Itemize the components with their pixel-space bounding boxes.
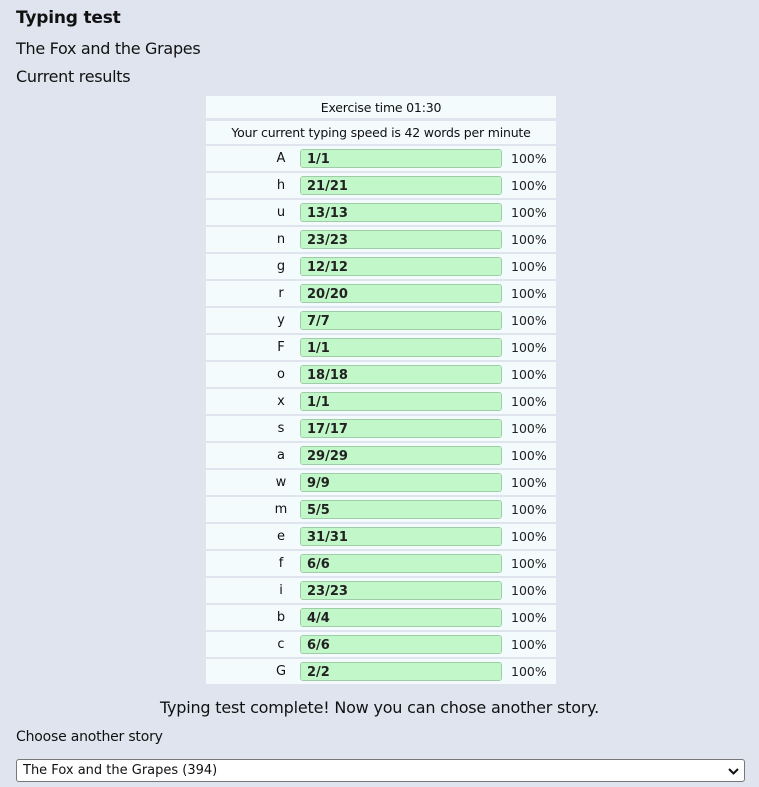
char-percent: 100% — [511, 178, 547, 193]
character-results-list — [206, 146, 556, 684]
completion-message: Typing test complete! Now you can chose another story. — [159, 698, 600, 717]
accuracy-bar — [300, 635, 502, 654]
char-result-row — [206, 281, 556, 306]
char-score: 29/29 — [307, 449, 348, 464]
accuracy-bar — [300, 392, 502, 411]
char-result-row — [206, 632, 556, 657]
accuracy-bar-fill — [301, 312, 501, 329]
char-label: x — [277, 394, 285, 409]
char-result-row — [206, 227, 556, 252]
char-result-row — [206, 524, 556, 549]
char-score: 1/1 — [307, 395, 330, 410]
char-result-row — [206, 551, 556, 576]
accuracy-bar — [300, 473, 502, 492]
char-label: m — [274, 502, 288, 517]
char-result-row — [206, 146, 556, 171]
char-percent: 100% — [511, 421, 547, 436]
char-score: 18/18 — [307, 368, 348, 383]
char-label: s — [277, 421, 285, 436]
accuracy-bar-fill — [301, 609, 501, 626]
typing-speed: Your current typing speed is 42 words per minute — [206, 121, 556, 144]
char-score: 13/13 — [307, 206, 348, 221]
char-percent: 100% — [511, 232, 547, 247]
char-label: u — [276, 205, 286, 220]
char-percent: 100% — [511, 367, 547, 382]
accuracy-bar-fill — [301, 474, 501, 491]
char-percent: 100% — [511, 583, 547, 598]
char-score: 1/1 — [307, 341, 330, 356]
char-score: 9/9 — [307, 476, 330, 491]
char-score: 31/31 — [307, 530, 348, 545]
char-score: 23/23 — [307, 584, 348, 599]
char-result-row — [206, 254, 556, 279]
accuracy-bar-fill — [301, 501, 501, 518]
accuracy-bar — [300, 338, 502, 357]
char-percent: 100% — [511, 151, 547, 166]
accuracy-bar — [300, 257, 502, 276]
char-label: f — [278, 556, 284, 571]
char-label: r — [278, 286, 284, 301]
accuracy-bar-fill — [301, 636, 501, 653]
accuracy-bar — [300, 365, 502, 384]
char-percent: 100% — [511, 286, 547, 301]
results-table — [206, 96, 556, 686]
char-label: c — [277, 637, 285, 652]
accuracy-bar — [300, 230, 502, 249]
char-score: 21/21 — [307, 179, 348, 194]
char-label: o — [277, 367, 285, 382]
story-select-value: The Fox and the Grapes (394) — [23, 763, 218, 778]
story-title: The Fox and the Grapes — [16, 39, 201, 58]
accuracy-bar — [300, 419, 502, 438]
accuracy-bar — [300, 608, 502, 627]
accuracy-bar — [300, 581, 502, 600]
char-label: h — [276, 178, 286, 193]
char-result-row — [206, 659, 556, 684]
accuracy-bar — [300, 662, 502, 681]
accuracy-bar — [300, 149, 502, 168]
char-score: 17/17 — [307, 422, 348, 437]
accuracy-bar-fill — [301, 555, 501, 572]
char-result-row — [206, 578, 556, 603]
char-result-row — [206, 173, 556, 198]
results-heading: Current results — [16, 67, 131, 86]
char-score: 1/1 — [307, 152, 330, 167]
char-percent: 100% — [511, 556, 547, 571]
char-result-row — [206, 362, 556, 387]
accuracy-bar — [300, 500, 502, 519]
char-percent: 100% — [511, 340, 547, 355]
char-label: n — [276, 232, 286, 247]
char-percent: 100% — [511, 610, 547, 625]
char-percent: 100% — [511, 475, 547, 490]
char-percent: 100% — [511, 637, 547, 652]
char-percent: 100% — [511, 394, 547, 409]
char-label: y — [277, 313, 285, 328]
char-label: a — [277, 448, 285, 463]
chevron-down-icon — [728, 766, 739, 776]
char-percent: 100% — [511, 502, 547, 517]
char-result-row — [206, 605, 556, 630]
char-percent: 100% — [511, 313, 547, 328]
story-select[interactable] — [16, 759, 745, 782]
char-percent: 100% — [511, 664, 547, 679]
char-label: b — [276, 610, 286, 625]
accuracy-bar — [300, 284, 502, 303]
accuracy-bar — [300, 527, 502, 546]
char-score: 12/12 — [307, 260, 348, 275]
accuracy-bar — [300, 311, 502, 330]
char-result-row — [206, 497, 556, 522]
char-score: 23/23 — [307, 233, 348, 248]
char-label: G — [275, 664, 287, 679]
char-label: A — [276, 151, 286, 166]
char-result-row — [206, 389, 556, 414]
char-label: e — [277, 529, 285, 544]
char-result-row — [206, 335, 556, 360]
accuracy-bar-fill — [301, 393, 501, 410]
char-score: 2/2 — [307, 665, 330, 680]
exercise-time: Exercise time 01:30 — [206, 96, 556, 118]
accuracy-bar — [300, 203, 502, 222]
char-result-row — [206, 308, 556, 333]
accuracy-bar — [300, 176, 502, 195]
char-score: 20/20 — [307, 287, 348, 302]
accuracy-bar-fill — [301, 663, 501, 680]
char-percent: 100% — [511, 259, 547, 274]
app-title: Typing test — [16, 8, 121, 28]
char-percent: 100% — [511, 529, 547, 544]
char-score: 6/6 — [307, 557, 330, 572]
char-label: g — [276, 259, 286, 274]
char-score: 7/7 — [307, 314, 330, 329]
char-score: 6/6 — [307, 638, 330, 653]
char-label: F — [277, 340, 285, 355]
accuracy-bar — [300, 554, 502, 573]
char-percent: 100% — [511, 448, 547, 463]
accuracy-bar-fill — [301, 339, 501, 356]
char-result-row — [206, 470, 556, 495]
char-score: 5/5 — [307, 503, 330, 518]
accuracy-bar-fill — [301, 150, 501, 167]
char-result-row — [206, 416, 556, 441]
char-result-row — [206, 200, 556, 225]
char-percent: 100% — [511, 205, 547, 220]
char-label: i — [279, 583, 283, 598]
char-label: w — [275, 475, 287, 490]
choose-story-label: Choose another story — [16, 729, 163, 745]
accuracy-bar — [300, 446, 502, 465]
char-result-row — [206, 443, 556, 468]
char-score: 4/4 — [307, 611, 330, 626]
